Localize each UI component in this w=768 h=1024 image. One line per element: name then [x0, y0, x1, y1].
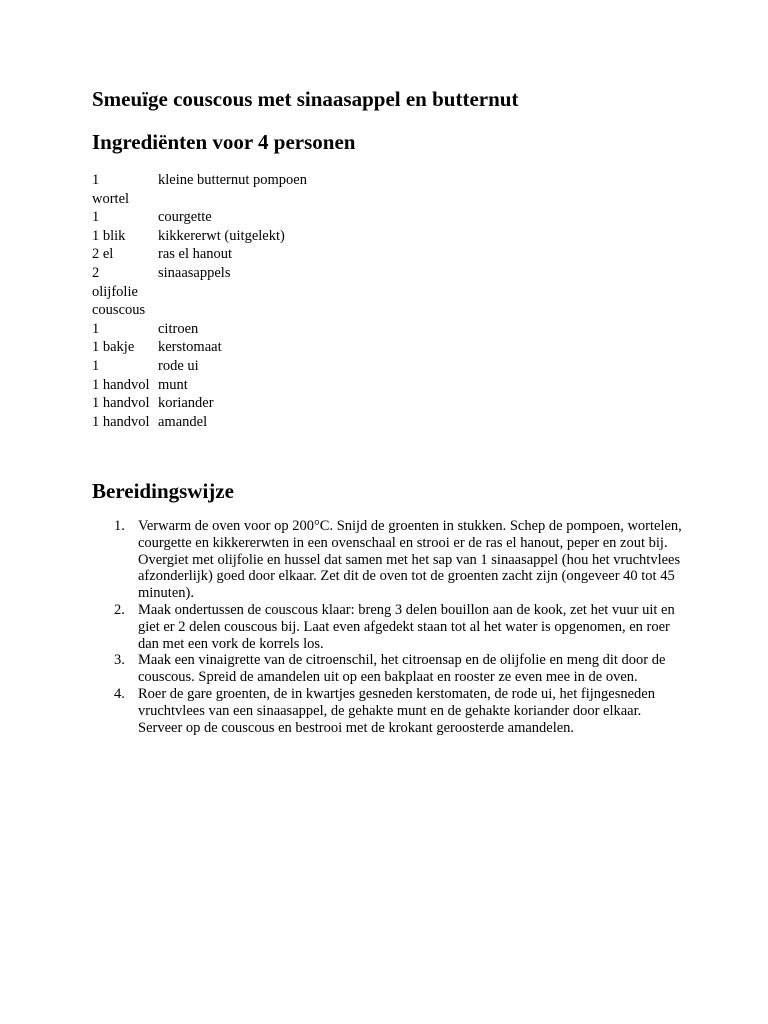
ingredient-name: ras el hanout — [158, 246, 233, 263]
ingredient-quantity: 2 — [92, 264, 100, 281]
ingredient-quantity: 2 el — [92, 246, 114, 263]
step-text: Verwarm de oven voor op 200°C. Snijd de groenten in stukken. Schep de pompoen, wortelen, courgette en kikkererwten in een ovenschaal en strooi er de ras el hanout, peper en zout bij. Overgiet met olijfolie en hussel dat samen met het sap van 1 sinaasappel (hou het vruchtvlees afzonderlijk) goed door elkaar. Zet dit de oven tot de groenten zacht zijn (ongeveer 40 tot 45 minuten). — [138, 518, 682, 602]
ingredient-row — [92, 190, 307, 209]
ingredient-row — [92, 171, 307, 190]
method-step — [92, 652, 682, 686]
method-step — [92, 602, 682, 652]
ingredient-quantity: couscous — [92, 302, 146, 319]
ingredient-name: citroen — [158, 320, 199, 337]
step-text: Roer de gare groenten, de in kwartjes gesneden kerstomaten, de rode ui, het fijngesneden vruchtvlees van een sinaasappel, de gehakte munt en de gehakte koriander door elkaar. Serveer op de couscous en bestrooi met de krokant geroosterde amandelen. — [138, 685, 655, 736]
ingredient-name: munt — [158, 376, 188, 393]
ingredient-row — [92, 320, 307, 339]
ingredients-heading: Ingrediënten voor 4 personen — [92, 130, 356, 154]
step-number: 3. — [114, 652, 125, 669]
method-steps-list — [92, 518, 682, 736]
step-text: Maak ondertussen de couscous klaar: breng 3 delen bouillon aan de kook, zet het vuur uit en giet er 2 delen couscous bij. Laat even afgedekt staan tot al het water is opgenomen, en roer dan met een vork de korrels los. — [138, 601, 675, 652]
ingredient-quantity: 1 bakje — [92, 339, 135, 356]
ingredients-list — [92, 171, 307, 431]
step-text: Maak een vinaigrette van de citroenschil, het citroensap en de olijfolie en meng dit door de couscous. Spreid de amandelen uit op een bakplaat en rooster ze even mee in de oven. — [138, 652, 666, 686]
ingredient-name: koriander — [158, 395, 214, 412]
ingredient-row — [92, 338, 307, 357]
step-number: 2. — [114, 601, 125, 618]
ingredient-name: sinaasappels — [158, 264, 231, 281]
ingredient-row — [92, 227, 307, 246]
ingredient-quantity: 1 handvol — [92, 413, 150, 430]
ingredient-row — [92, 357, 307, 376]
ingredient-quantity: 1 — [92, 209, 100, 226]
ingredient-name: kikkererwt (uitgelekt) — [158, 227, 285, 244]
ingredient-quantity: wortel — [92, 190, 130, 207]
ingredient-name: courgette — [158, 209, 212, 226]
ingredient-quantity: 1 handvol — [92, 395, 150, 412]
recipe-title: Smeuïge couscous met sinaasappel en butternut — [92, 87, 519, 111]
ingredient-quantity: 1 — [92, 320, 100, 337]
ingredient-row — [92, 208, 307, 227]
ingredient-row — [92, 376, 307, 395]
ingredient-row — [92, 301, 307, 320]
ingredient-quantity: 1 — [92, 357, 100, 374]
ingredient-row — [92, 413, 307, 432]
ingredient-quantity: 1 blik — [92, 227, 126, 244]
ingredient-row — [92, 394, 307, 413]
ingredient-row — [92, 245, 307, 264]
ingredient-name: amandel — [158, 413, 208, 430]
method-step — [92, 518, 682, 602]
ingredient-name: rode ui — [158, 357, 199, 374]
ingredient-name: kleine butternut pompoen — [158, 172, 307, 188]
ingredient-quantity: 1 handvol — [92, 376, 150, 393]
method-heading: Bereidingswijze — [92, 479, 234, 503]
step-number: 1. — [114, 518, 125, 534]
step-number: 4. — [114, 685, 125, 702]
ingredient-quantity: olijfolie — [92, 283, 138, 300]
method-step — [92, 686, 682, 736]
ingredient-quantity: 1 — [92, 172, 100, 188]
ingredient-row — [92, 264, 307, 283]
ingredient-name: kerstomaat — [158, 339, 222, 356]
ingredient-row — [92, 283, 307, 302]
